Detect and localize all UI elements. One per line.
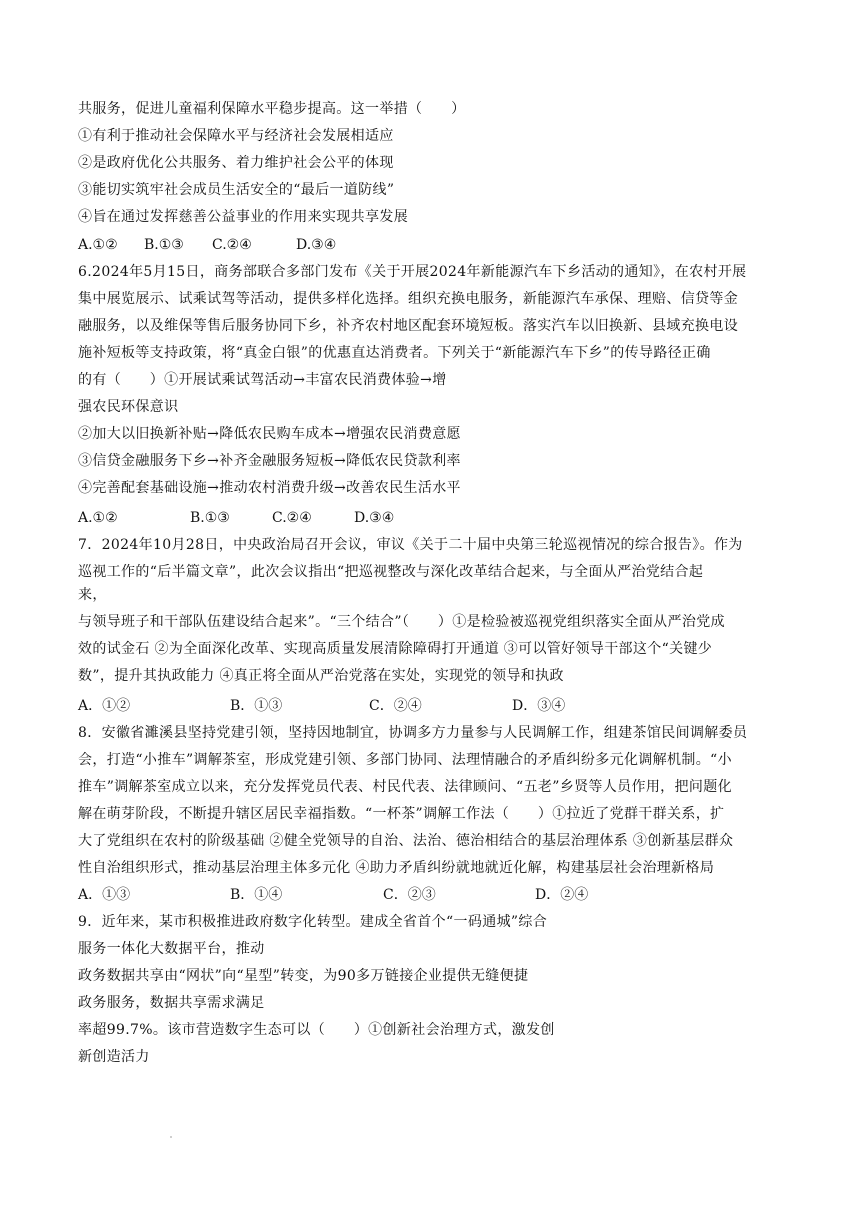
q6-stem-line-3: 融服务，以及维保等售后服务协同下乡，补齐农村地区配套环境短板。落实汽车以旧换新、县域充换电设 — [78, 318, 739, 334]
q5-statement-2: ②是政府优化公共服务、着力维护社会公平的体现 — [78, 155, 394, 171]
q9-stem-line-4: 政务服务，数据共享需求满足 — [78, 995, 265, 1011]
option-a: A.①② — [78, 237, 118, 253]
q9-stem-line-5: 率超99.7%。该市营造数字生态可以（ ）①创新社会治理方式，激发创 — [78, 1022, 555, 1038]
q5-stem-continued: 共服务，促进儿童福利保障水平稳步提高。这一举措（ ） — [78, 101, 466, 117]
q6-stem-line-5: 的有（ ）①开展试乘试驾活动→丰富农民消费体验→增 — [78, 372, 447, 388]
q5-statement-1: ①有利于推动社会保障水平与经济社会发展相适应 — [78, 128, 394, 144]
option-b: B.①③ — [144, 237, 184, 253]
q6-stem-line-4: 施补短板等支持政策，将“真金白银”的优惠直达消费者。下列关于“新能源汽车下乡”的传导路径正确 — [78, 345, 711, 361]
option-a: A.①② — [78, 510, 118, 526]
q8-stem-line-6: 性自治组织形式，推动基层治理主体多元化 ④助力矛盾纠纷就地就近化解，构建基层社会治理新格局 — [78, 860, 715, 876]
option-c: C.②④ — [272, 510, 312, 526]
option-d: D．②④ — [535, 887, 589, 903]
option-b: B.①③ — [190, 510, 230, 526]
q9-stem-line-6: 新创造活力 — [78, 1049, 150, 1065]
option-d: D.③④ — [296, 237, 337, 253]
q7-stem-line-2: 巡视工作的“后半篇文章”，此次会议指出“把巡视整改与深化改革结合起来，与全面从严治党结合起 — [78, 564, 704, 580]
q8-stem-line-3: 推车”调解茶室成立以来，充分发挥党员代表、村民代表、法律顾问、“五老”乡贤等人员作用，把问题化 — [78, 779, 732, 795]
q7-stem-line-3: 来， — [78, 587, 107, 603]
q7-stem-line-5: 效的试金石 ②为全面深化改革、实现高质量发展清除障碍打开通道 ③可以管好领导干部这个“关键少 — [78, 641, 713, 657]
option-b: B．①④ — [230, 887, 283, 903]
q8-stem-line-2: 会，打造“小推车”调解茶室，形成党建引领、多部门协同、法理情融合的矛盾纠纷多元化调解机制。“小 — [78, 752, 732, 768]
q5-statement-3: ③能切实筑牢社会成员生活安全的“最后一道防线” — [78, 182, 395, 198]
q6-statement-4: ④完善配套基础设施→推动农村消费升级→改善农民生活水平 — [78, 480, 461, 496]
q9-stem-line-3: 政务数据共享由“网状”向“星型”转变，为90多万链接企业提供无缝便捷 — [78, 968, 529, 984]
q7-stem-line-1: 7．2024年10月28日，中央政治局召开会议，审议《关于二十届中央第三轮巡视情况的综合报告》。作为 — [78, 537, 743, 553]
q8-stem-line-1: 8．安徽省濉溪县坚持党建引领，坚持因地制宜，协调多方力量参与人民调解工作，组建茶馆民间调解委员 — [78, 725, 748, 741]
option-d: D．③④ — [512, 698, 566, 714]
option-d: D.③④ — [354, 510, 395, 526]
option-c: C.②④ — [212, 237, 252, 253]
q9-stem-line-1: 9．近年来，某市积极推进政府数字化转型。建成全省首个“一码通城”综合 — [78, 914, 548, 930]
q8-stem-line-5: 大了党组织在农村的阶级基础 ②健全党领导的自治、法治、德治相结合的基层治理体系 ③创新基层群众 — [78, 833, 734, 849]
q6-stem-line-6: 强农民环保意识 — [78, 399, 179, 415]
q6-statement-2: ②加大以旧换新补贴→降低农民购车成本→增强农民消费意愿 — [78, 426, 461, 442]
page-speck — [170, 1136, 172, 1138]
option-c: C．②③ — [383, 887, 436, 903]
q7-stem-line-4: 与领导班子和干部队伍建设结合起来”。“三个结合”（ ）①是检验被巡视党组织落实全面从严治党成 — [78, 614, 725, 630]
option-c: C．②④ — [369, 698, 422, 714]
q5-statement-4: ④旨在通过发挥慈善公益事业的作用来实现共享发展 — [78, 209, 409, 225]
q8-stem-line-4: 解在萌芽阶段，不断提升辖区居民幸福指数。“一杯茶”调解工作法（ ）①拉近了党群干群关系，扩 — [78, 806, 725, 822]
q7-stem-line-6: 数”，提升其执政能力 ④真正将全面从严治党落在实处，实现党的领导和执政 — [78, 668, 564, 684]
option-a: A．①② — [78, 698, 131, 714]
q9-stem-line-2: 服务一体化大数据平台，推动 — [78, 941, 265, 957]
option-b: B．①③ — [230, 698, 283, 714]
q6-statement-3: ③信贷金融服务下乡→补齐金融服务短板→降低农民贷款利率 — [78, 453, 461, 469]
q6-stem-line-1: 6.2024年5月15日，商务部联合多部门发布《关于开展2024年新能源汽车下乡活动的通知》，在农村开展 — [78, 264, 747, 280]
q6-stem-line-2: 集中展览展示、试乘试驾等活动，提供多样化选择。组织充换电服务，新能源汽车承保、理赔、信贷等金 — [78, 291, 739, 307]
option-a: A．①③ — [78, 887, 131, 903]
